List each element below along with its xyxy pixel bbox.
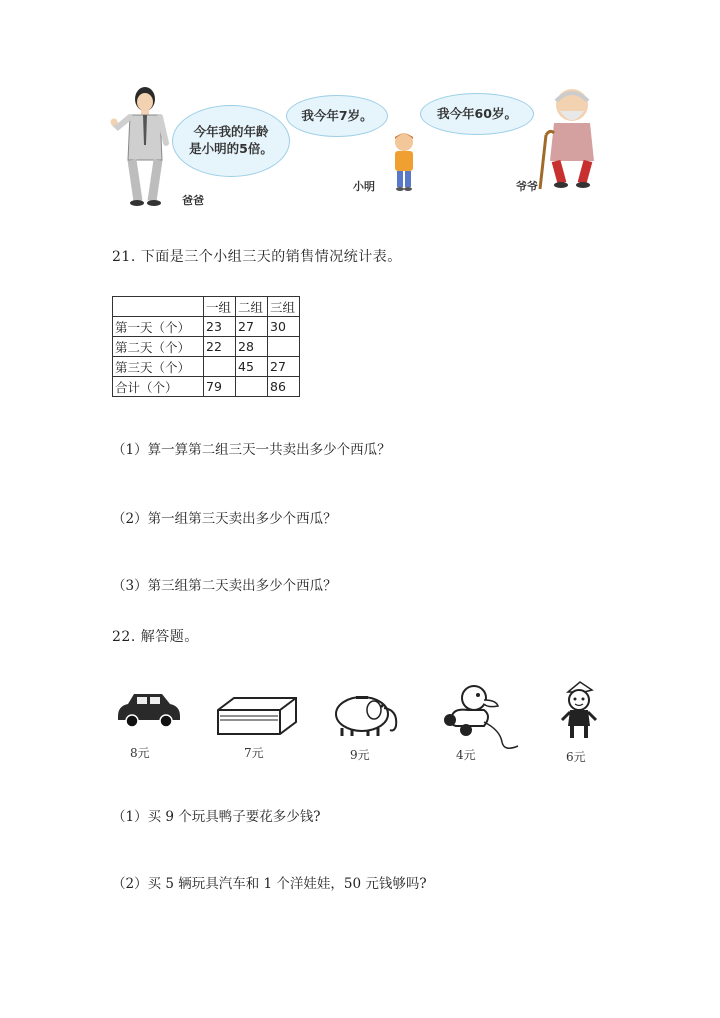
table-cell: 45 (236, 357, 268, 377)
speech-bubble-dad (172, 105, 290, 177)
table-cell: 第二天（个） (113, 337, 204, 357)
table-cell: 23 (204, 317, 236, 337)
table-row (113, 317, 300, 337)
table-cell: 28 (236, 337, 268, 357)
price-eraser: 7元 (244, 746, 264, 760)
q22-title: 22. 解答题。 (112, 629, 199, 645)
bubble-dad-text: 今年我的年龄是小明的5倍。 (189, 124, 273, 156)
q21-sub-2: （2）第一组第三天卖出多少个西瓜？ (112, 511, 337, 527)
age-illustration (100, 85, 620, 215)
q21-sub-3: （3）第三组第二天卖出多少个西瓜？ (112, 578, 337, 594)
q22-sub-1: （1）买 9 个玩具鸭子要花多少钱? (112, 809, 321, 825)
table-cell: 合计（个） (113, 377, 204, 397)
table-row (113, 357, 300, 377)
grandpa-figure (532, 85, 612, 191)
q21-sub-1: （1）算一算第二组三天一共卖出多少个西瓜？ (112, 442, 391, 458)
table-header-row (113, 297, 300, 317)
table-cell (236, 377, 268, 397)
table-cell: 86 (268, 377, 300, 397)
bubble-xiaoming-text: 我今年7岁。 (301, 107, 373, 123)
table-cell: 27 (236, 317, 268, 337)
q21-title: 21. 下面是三个小组三天的销售情况统计表。 (112, 249, 402, 265)
bubble-grandpa-text: 我今年60岁。 (437, 105, 517, 121)
table-cell: 30 (268, 317, 300, 337)
q22-sub-2: （2）买 5 辆玩具汽车和 1 个洋娃娃，50 元钱够吗? (112, 876, 427, 892)
doll-icon (558, 680, 600, 742)
table-cell: 22 (204, 337, 236, 357)
table-cell: 第三天（个） (113, 357, 204, 377)
table-cell (268, 337, 300, 357)
table-header-cell: 二组 (236, 297, 268, 317)
table-header-cell (113, 297, 204, 317)
table-cell: 79 (204, 377, 236, 397)
table-cell: 27 (268, 357, 300, 377)
table-row (113, 377, 300, 397)
speech-bubble-grandpa (420, 93, 534, 135)
toy-car-icon (114, 690, 184, 730)
price-car: 8元 (130, 746, 150, 760)
toys-illustration (100, 672, 620, 772)
label-xiaoming: 小明 (353, 180, 375, 193)
price-doll: 6元 (566, 750, 586, 764)
xiaoming-figure (386, 131, 422, 193)
table-header-cell: 三组 (268, 297, 300, 317)
label-grandpa: 爷爷 (516, 180, 538, 193)
price-duck: 4元 (456, 748, 476, 762)
toy-duck-icon (438, 682, 520, 754)
table-header-cell: 一组 (204, 297, 236, 317)
father-figure (110, 85, 180, 207)
table-row (113, 337, 300, 357)
table-cell: 第一天（个） (113, 317, 204, 337)
sales-table (112, 296, 300, 397)
label-dad: 爸爸 (182, 194, 204, 207)
toy-elephant-icon (328, 690, 402, 740)
eraser-box-icon (214, 694, 300, 736)
table-cell (204, 357, 236, 377)
speech-bubble-xiaoming (286, 95, 388, 137)
price-elephant: 9元 (350, 748, 370, 762)
